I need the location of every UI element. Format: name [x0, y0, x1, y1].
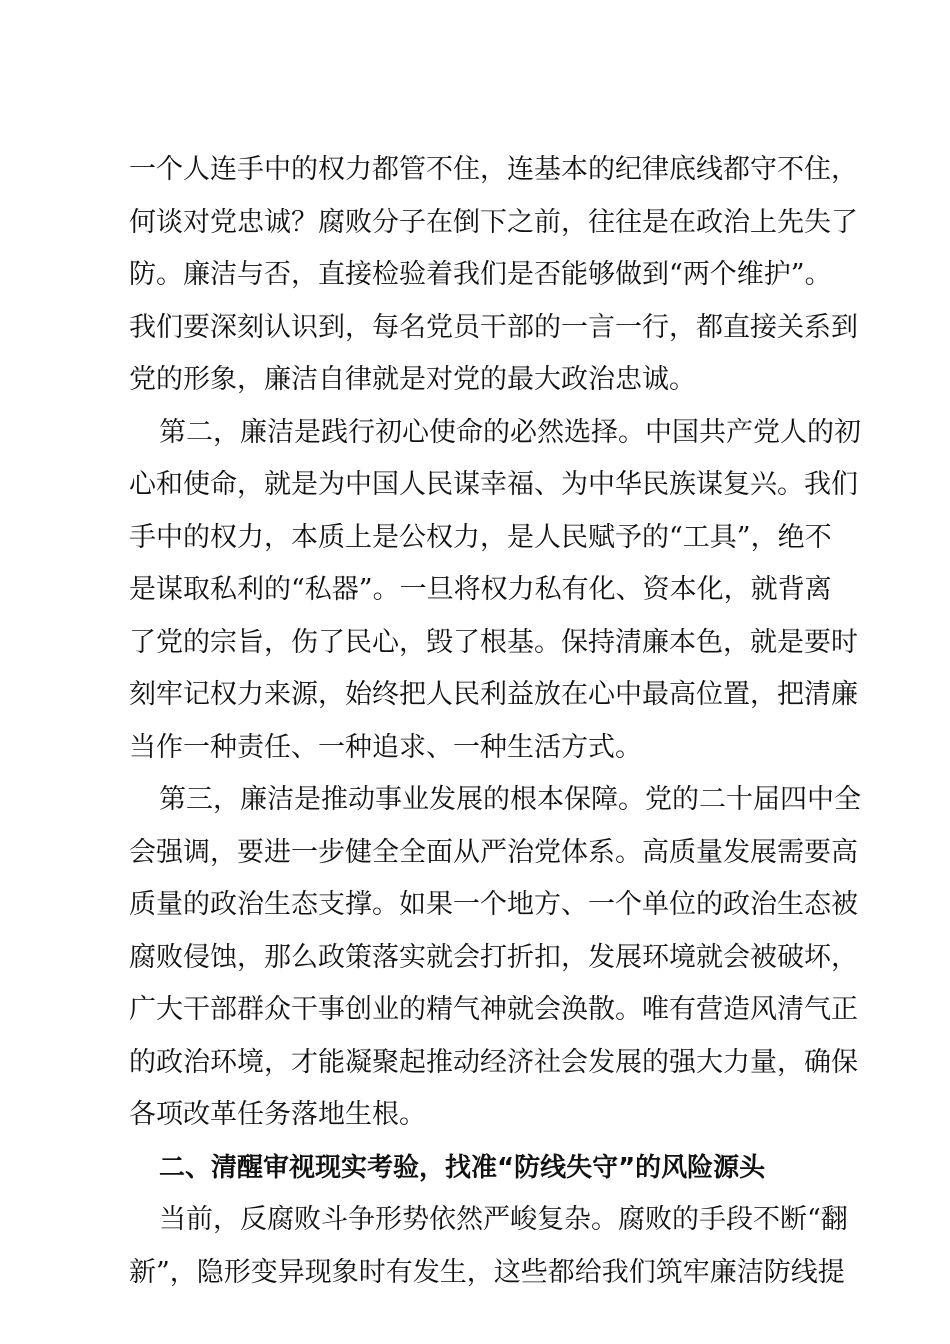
text-line: 防。廉洁与否，直接检验着我们是否能够做到“两个维护”。: [129, 259, 832, 290]
paragraph-start-line: 第三，廉洁是推动事业发展的根本保障。党的二十届四中全: [159, 784, 861, 815]
text-line: 会强调，要进一步健全全面从严治党体系。高质量发展需要高: [129, 836, 858, 868]
text-line: 一个人连手中的权力都管不住，连基本的纪律底线都守不住，: [129, 154, 858, 185]
text-line: 我们要深刻认识到，每名党员干部的一言一行，都直接关系到: [129, 311, 858, 343]
text-line: 心和使命，就是为中国人民谋幸福、为中华民族谋复兴。我们: [129, 469, 858, 500]
paragraph-start-line: 第二，廉洁是践行初心使命的必然选择。中国共产党人的初: [159, 416, 861, 448]
text-line: 手中的权力，本质上是公权力，是人民赋予的“工具”，绝不: [129, 521, 832, 553]
text-line: 了党的宗旨，伤了民心，毁了根基。保持清廉本色，就是要时: [129, 626, 858, 658]
text-line: 各项改革任务落地生根。: [129, 1099, 426, 1130]
text-line: 腐败侵蚀，那么政策落实就会打折扣，发展环境就会被破坏，: [129, 941, 858, 973]
section-heading: 二、清醒审视现实考验，找准“防线失守”的风险源头: [159, 1152, 766, 1183]
text-line: 刻牢记权力来源，始终把人民利益放在心中最高位置，把清廉: [129, 679, 858, 710]
text-line: 质量的政治生态支撑。如果一个地方、一个单位的政治生态被: [129, 889, 858, 920]
text-line: 党的形象，廉洁自律就是对党的最大政治忠诚。: [129, 364, 696, 395]
text-line: 当作一种责任、一种追求、一种生活方式。: [129, 731, 642, 763]
text-line: 新”，隐形变异现象时有发生，这些都给我们筑牢廉洁防线提: [129, 1256, 845, 1288]
text-line: 何谈对党忠诚？腐败分子在倒下之前，往往是在政治上先失了: [129, 206, 858, 238]
text-line: 广大干部群众干事创业的精气神就会涣散。唯有营造风清气正: [129, 994, 858, 1025]
text-line: 的政治环境，才能凝聚起推动经济社会发展的强大力量，确保: [129, 1046, 858, 1078]
paragraph-start-line: 当前，反腐败斗争形势依然严峻复杂。腐败的手段不断“翻: [159, 1204, 848, 1235]
text-line: 是谋取私利的“私器”。一旦将权力私有化、资本化，就背离: [129, 574, 832, 605]
